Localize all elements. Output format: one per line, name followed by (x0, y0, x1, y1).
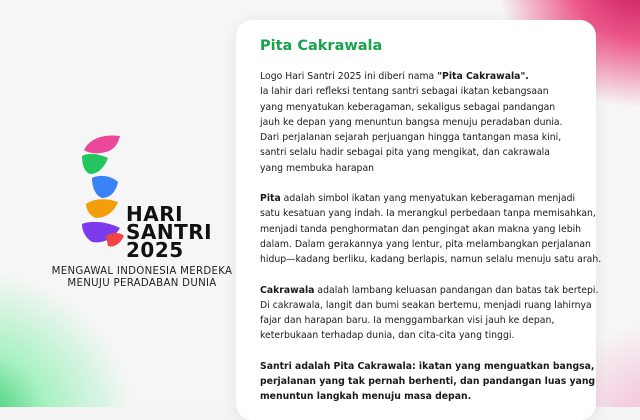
paragraph-line (260, 69, 585, 84)
logo-tagline (42, 266, 242, 290)
paragraph-line: Santri adalah Pita Cakrawala: ikatan yang menguatkan bangsa, (260, 360, 595, 372)
paragraph-line (260, 283, 599, 298)
paragraph-cakrawala (260, 283, 599, 344)
cakrawala-emphasis: Cakrawala (260, 284, 315, 296)
paragraph-conclusion (260, 359, 596, 405)
ribbon-red (106, 233, 124, 247)
paragraph-intro (260, 69, 585, 176)
logo-line-hari: HARI (126, 202, 184, 226)
logo-name-emphasis: "Pita Cakrawala". (437, 71, 529, 82)
ribbon-logo-icon (78, 132, 128, 252)
pita-emphasis: Pita (260, 193, 281, 205)
paragraph-line: menjadi tanda penghormatan dan pengingat akan makna yang lebih (260, 223, 582, 235)
pita-text: adalah simbol ikatan yang menyatukan keberagaman menjadi (280, 193, 576, 205)
paragraph-line: Ia lahir dari refleksi tentang santri sebagai ikatan kebangsaan (260, 86, 549, 98)
logo-line-santri: SANTRI (126, 220, 213, 244)
paragraph-line: hidup—kadang berliku, kadang berlapis, namun selalu menuju satu arah. (260, 254, 602, 266)
intro-text: Logo Hari Santri 2025 ini diberi nama (260, 71, 438, 82)
paragraph-line: santri selalu hadir sebagai pita yang mengikat, dan cakrawala (260, 147, 550, 159)
paragraph-line: perjalanan yang tak pernah berhenti, dan pandangan luas yang (260, 376, 596, 388)
ribbon-blue (92, 176, 118, 198)
ribbon-pink (84, 136, 120, 154)
paragraph-line: yang menyatukan keberagaman, sekaligus sebagai pandangan (260, 101, 556, 113)
ribbon-green (82, 154, 108, 174)
description-card (236, 20, 602, 420)
cakrawala-text: adalah lambang keluasan pandangan dan batas tak bertepi. (314, 284, 599, 296)
paragraph-line: yang membuka harapan (260, 162, 375, 174)
paragraph-line: keterbukaan terhadap dunia, dan cita-cita yang tinggi. (260, 330, 515, 342)
ribbon-orange (86, 199, 118, 218)
paragraph-line: Dari perjalanan sejarah perjuangan hingga tantangan masa kini, (260, 132, 562, 144)
tagline-line-2: MENUJU PERADABAN DUNIA (67, 278, 217, 289)
paragraph-line: fajar dan harapan baru. Ia menggambarkan visi jauh ke depan, (260, 315, 555, 327)
paragraph-line (260, 191, 585, 206)
card-title: Pita Cakrawala (260, 38, 383, 54)
paragraph-line: jauh ke depan yang menuntun bangsa menuju peradaban dunia. (260, 116, 563, 128)
paragraph-line: menuntun langkah menuju masa depan. (260, 391, 472, 403)
paragraph-pita (260, 191, 602, 267)
tagline-line-1: MENGAWAL INDONESIA MERDEKA (51, 266, 233, 277)
paragraph-line: Di cakrawala, langit dan bumi seakan bertemu, menjadi ruang lahirnya (260, 299, 592, 311)
logo-line-year: 2025 (126, 238, 184, 262)
logo-wordmark (126, 202, 213, 262)
card-body (260, 69, 602, 420)
paragraph-line: dalam. Dalam gerakannya yang lentur, pita melambangkan perjalanan (260, 238, 591, 250)
paragraph-line: satu kesatuan yang indah. Ia merangkul perbedaan tanpa memisahkan, (260, 208, 596, 220)
